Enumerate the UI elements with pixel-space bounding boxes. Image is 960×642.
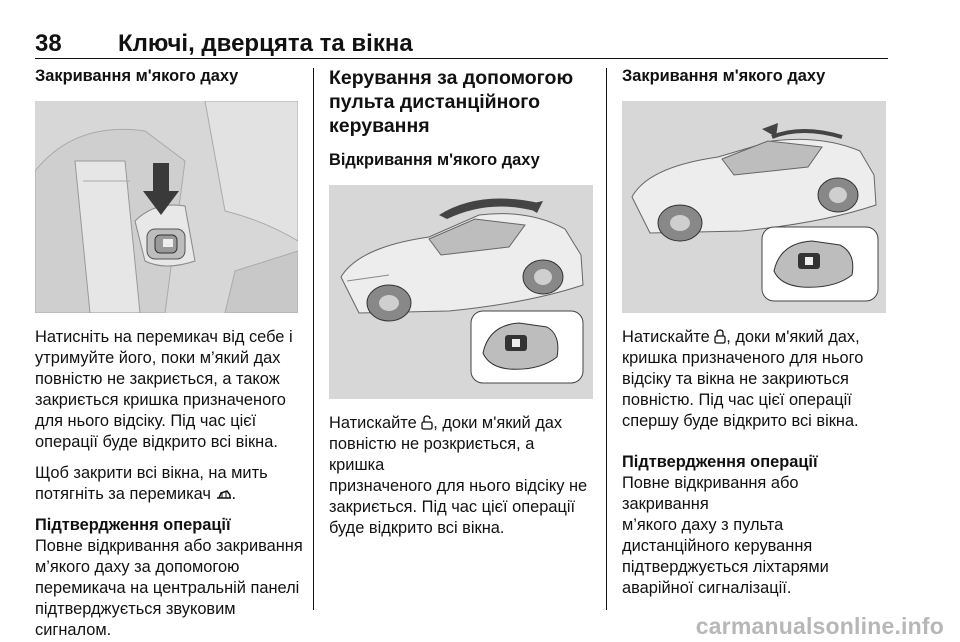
column-3 [622,66,888,599]
car-open-roof-illustration [329,185,593,399]
paragraph-line: аварійної сигналізації. [622,579,792,597]
paragraph-text: Натискайте [329,414,417,432]
paragraph-line: підтверджується звуковим [35,600,236,618]
paragraph-line: дистанційного керування [622,537,813,555]
section-heading: керування [329,115,430,137]
paragraph-line: перемикача на центральній панелі [35,579,300,597]
section-heading: Керування за допомогою [329,67,574,89]
paragraph-line: повністю не розкриється, а кришка [329,435,535,474]
paragraph-line: Натисніть на перемикач від себе і [35,328,293,346]
section-heading: Закривання м'якого даху [35,67,239,85]
paragraph-line: операції буде відкрито всі вікна. [35,433,278,451]
header-divider [35,58,888,59]
watermark: carmanualsonline.info [695,613,944,639]
paragraph-line [622,327,888,348]
paragraph-text: Натискайте [622,328,710,346]
paragraph-line: відсіку та вікна не закриються [622,370,849,388]
column-1 [35,66,303,641]
paragraph-line: утримуйте його, поки м’який дах [35,349,281,367]
paragraph-line: призначеного для нього відсіку не [329,477,588,495]
paragraph-line: спершу буде відкрито всі вікна. [622,412,859,430]
page-number: 38 [35,30,62,57]
paragraph-line: сигналом. [35,621,112,639]
closed-lock-icon [714,329,726,344]
open-lock-icon [421,415,433,430]
section-heading: Закривання м'якого даху [622,67,826,85]
subheading-confirmation: Підтвердження операції [35,516,231,534]
paragraph-line: Повне відкривання або закривання [35,537,303,555]
paragraph-text: потягніть за перемикач [35,485,211,503]
paragraph-text: . [231,485,237,503]
paragraph-line: буде відкрито всі вікна. [329,519,505,537]
paragraph-line: закриється. Під час цієї операції [329,498,576,516]
paragraph-line: для нього відсіку. Під час цієї [35,412,257,430]
column-divider [313,68,314,610]
paragraph-line: підтверджується ліхтарями [622,558,829,576]
paragraph-line: Щоб закрити всі вікна, на мить [35,464,268,482]
roof-switch-illustration [35,101,298,313]
paragraph-line [35,484,303,505]
car-close-roof-illustration [622,101,886,313]
paragraph-line: м’якого даху за допомогою [35,558,240,576]
paragraph-text: , доки м'який дах [433,414,563,432]
subheading-confirmation: Підтвердження операції [622,453,818,471]
subheading-open-roof: Відкривання м'якого даху [329,151,540,169]
section-heading: пульта дистанційного [329,91,541,113]
paragraph-line: Повне відкривання або закривання [622,474,799,513]
paragraph-line: закриється кришка призначеного [35,391,286,409]
convertible-roof-icon [216,486,232,501]
paragraph-line: кришка призначеного для нього [622,349,864,367]
paragraph-line: м’якого даху з пульта [622,516,784,534]
paragraph-line: повністю не закриється, а також [35,370,280,388]
column-2 [329,66,594,539]
page-title: Ключі, дверцята та вікна [118,30,413,57]
column-divider [606,68,607,610]
paragraph-line: повністю. Під час цієї операції [622,391,852,409]
paragraph-line [329,413,594,434]
paragraph-text: , доки м'який дах, [726,328,860,346]
